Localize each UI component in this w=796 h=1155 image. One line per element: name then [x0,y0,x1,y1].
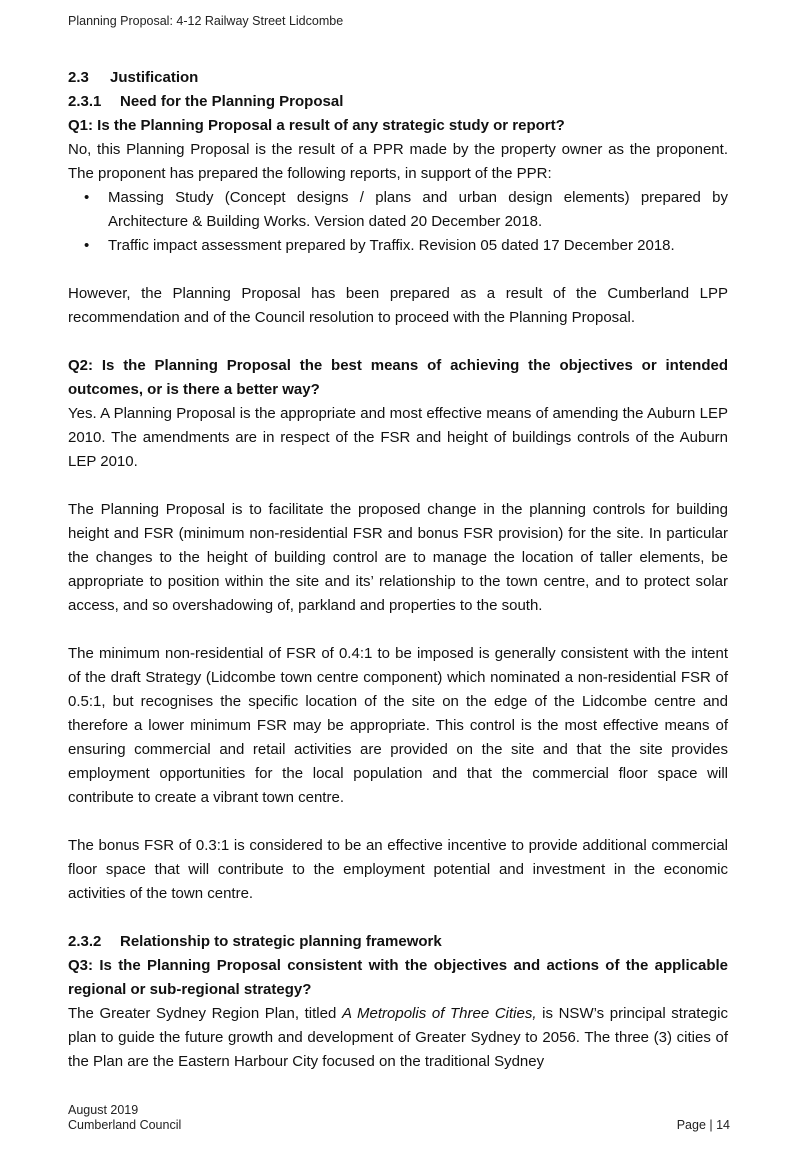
paragraph-q1-followup: However, the Planning Proposal has been prepared as a result of the Cumberland LPP recommendation and of the Council resolution to proceed with the Planning Proposal. [68,285,728,326]
section-title: Need for the Planning Proposal [120,93,344,110]
paragraph: Yes. A Planning Proposal is the appropriate and most effective means of amending the Auburn LEP 2010. The amendments are in respect of the FSR and height of buildings controls of the Auburn LEP 2010. [68,405,728,470]
answer-q1: No, this Planning Proposal is the result of a PPR made by the property owner as the proponent. The proponent has prepared the following reports, in support of the PPR: [68,141,728,182]
paragraph: The bonus FSR of 0.3:1 is considered to be an effective incentive to provide additional commercial floor space that will contribute to the employment potential and investment in the economic activities of the town centre. [68,837,728,902]
question-q3: Q3: Is the Planning Proposal consistent with the objectives and actions of the applicable regional or sub-regional strategy? [68,957,728,998]
footer-date: August 2019 [68,1103,139,1117]
bullet-icon: • [84,189,90,206]
list-item [68,234,728,258]
footer-organisation: Cumberland Council [68,1118,182,1132]
section-number: 2.3 [68,69,89,86]
text-fragment: is NSW’s principal strategic plan to guide the future growth and development of Greater Sydney to 2056. The three (3) cities of the Plan are the Eastern Harbour City focused on the traditional Sydney [68,1005,728,1070]
section-number: 2.3.1 [68,93,102,110]
paragraph: The Planning Proposal is to facilitate the proposed change in the planning controls for building height and FSR (minimum non-residential FSR and bonus FSR provision) for the site. In particular the changes to the height of building control are to manage the location of taller elements, be appropriate to position within the site and its’ relationship to the town centre, and to protect solar access, and so overshadowing of, parkland and properties to the south. [68,501,728,614]
list-item-text: Massing Study (Concept designs / plans and urban design elements) prepared by Architecture & Building Works. Version dated 20 December 2018. [108,189,728,230]
page-number: Page | 14 [676,1118,730,1132]
section-title: Justification [110,69,199,86]
paragraph-q3 [68,1002,728,1074]
question-q1: Q1: Is the Planning Proposal a result of any strategic study or report? [68,117,565,134]
question-q2: Q2: Is the Planning Proposal the best means of achieving the objectives or intended outcomes, or is there a better way? [68,357,728,398]
section-heading-2-3-1 [68,90,728,114]
page-header: Planning Proposal: 4-12 Railway Street Lidcombe [68,14,344,28]
paragraph: The minimum non-residential of FSR of 0.4:1 to be imposed is generally consistent with the intent of the draft Strategy (Lidcombe town centre component) which nominated a non-residential FSR of 0.5:1, but recognises the specific location of the site on the edge of the Lidcombe centre and therefore a lower minimum FSR may be appropriate. This control is the most effective means of ensuring commercial and retail activities are provided on the site and that the site provides employment opportunities for the local population and that the commercial floor space will contribute to create a vibrant town centre. [68,645,728,806]
page-footer [68,1103,730,1133]
section-title: Relationship to strategic planning framework [120,933,442,950]
list-item-text: Traffic impact assessment prepared by Traffix. Revision 05 dated 17 December 2018. [108,237,675,254]
bullet-icon: • [84,237,90,254]
section-number: 2.3.2 [68,933,102,950]
text-fragment: The Greater Sydney Region Plan, titled [68,1005,342,1022]
report-list [68,186,728,258]
list-item [68,186,728,234]
section-heading-2-3 [68,66,728,90]
plan-title: A Metropolis of Three Cities, [341,1005,537,1022]
document-body [68,66,728,1074]
section-heading-2-3-2 [68,930,728,954]
